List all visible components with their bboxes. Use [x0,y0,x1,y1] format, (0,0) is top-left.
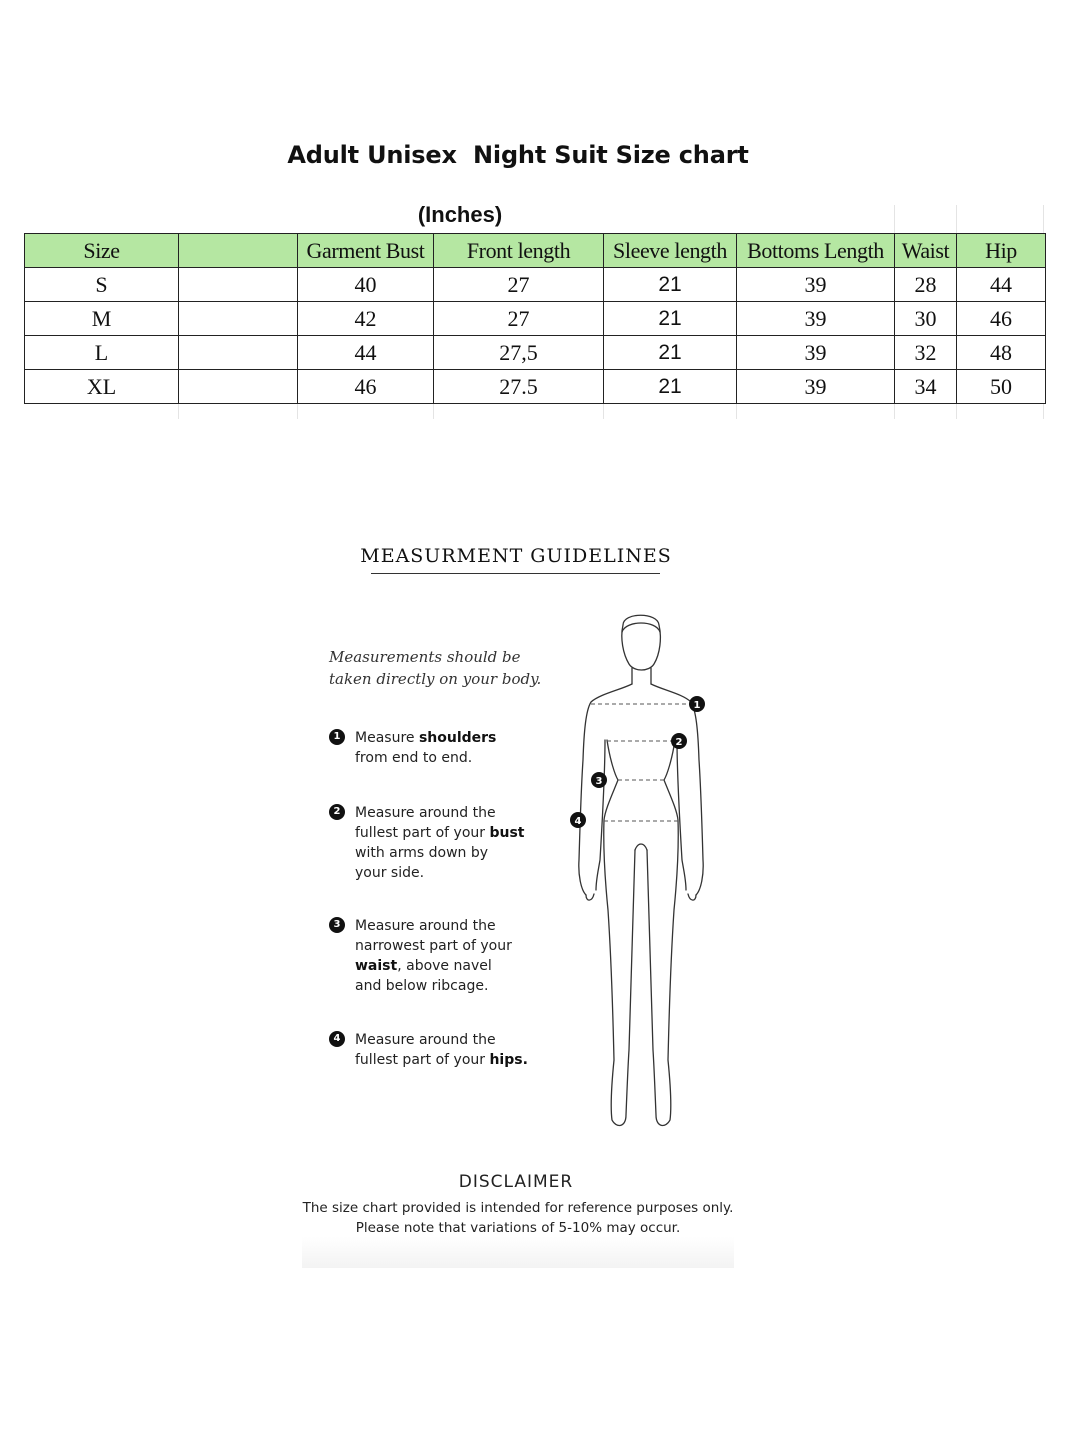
header-size: Size [25,234,179,268]
cell-hip: 46 [957,302,1046,336]
cell-front-length: 27.5 [434,370,604,404]
table-header-row [25,234,1046,268]
header-front-length: Front length [434,234,604,268]
cell-front-length: 27,5 [434,336,604,370]
marker-4-label: 4 [574,816,582,827]
step-text-part: Measure around the [355,1032,496,1048]
grid-line [956,403,957,419]
cell-empty [179,370,298,404]
step-text-bold: hips. [489,1052,528,1068]
cell-waist: 28 [895,268,957,302]
intro-line: taken directly on your body. [329,670,542,688]
marker-1-label: 1 [693,700,701,711]
step-text-bold: waist [355,958,398,974]
cell-hip: 50 [957,370,1046,404]
cell-empty [179,268,298,302]
cell-garment-bust: 40 [298,268,434,302]
cell-size: S [25,268,179,302]
cell-hip: 48 [957,336,1046,370]
page-title: Adult Unisex Night Suit Size chart [287,141,749,169]
cell-bottoms-length: 39 [737,302,895,336]
step-text-part: Measure [355,730,419,746]
grid-line [894,205,895,233]
disclaimer-title: DISCLAIMER [458,1172,574,1192]
grid-line [178,403,179,419]
cell-front-length: 27 [434,302,604,336]
step-text-part: Measure around the [355,918,496,934]
body-figure-icon [560,610,720,1135]
step-text-part: fullest part of your [355,825,490,841]
guidelines-underline [371,573,660,574]
step-text-bold: bust [489,825,525,841]
cell-garment-bust: 46 [298,370,434,404]
step-text [355,728,565,768]
disclaimer-line: Please note that variations of 5-10% may occur. [355,1220,681,1236]
cell-bottoms-length: 39 [737,268,895,302]
cell-size: XL [25,370,179,404]
cell-size: M [25,302,179,336]
step-number-icon: 2 [329,804,345,820]
cell-waist: 34 [895,370,957,404]
grid-line [894,403,895,419]
grid-line [297,403,298,419]
header-empty [179,234,298,268]
cell-waist: 32 [895,336,957,370]
header-waist: Waist [895,234,957,268]
table-row [25,302,1046,336]
step-text-part: from end to end. [355,750,473,766]
grid-line [1043,403,1044,419]
cell-sleeve-length: 21 [604,268,737,302]
cell-empty [179,336,298,370]
step-number-icon: 3 [329,917,345,933]
cell-sleeve-length: 21 [604,302,737,336]
cell-empty [179,302,298,336]
cell-bottoms-length: 39 [737,370,895,404]
step-text-part: , above navel [397,958,492,974]
cell-sleeve-length: 21 [604,370,737,404]
guidelines-title: MEASURMENT GUIDELINES [360,545,672,567]
step-text [355,916,565,996]
cell-garment-bust: 42 [298,302,434,336]
step-text-part: Measure around the [355,805,496,821]
marker-2-label: 2 [675,737,683,748]
cell-sleeve-length: 21 [604,336,737,370]
intro-line: Measurements should be [329,648,521,666]
table-row [25,268,1046,302]
header-hip: Hip [957,234,1046,268]
disclaimer-box [302,1198,734,1268]
header-sleeve-length: Sleeve length [604,234,737,268]
step-text [355,1030,565,1070]
cell-front-length: 27 [434,268,604,302]
step-text-part: with arms down by [355,845,489,861]
cell-waist: 30 [895,302,957,336]
guidelines-intro [329,646,569,690]
grid-line [603,403,604,419]
size-chart-table [24,233,1046,404]
step-text-part: narrowest part of your [355,938,512,954]
header-bottoms-length: Bottoms Length [737,234,895,268]
grid-line [1043,205,1044,233]
table-row [25,370,1046,404]
step-text-part: your side. [355,865,425,881]
grid-line [736,403,737,419]
step-text-bold: shoulders [418,730,497,746]
header-garment-bust: Garment Bust [298,234,434,268]
grid-line [956,205,957,233]
cell-bottoms-length: 39 [737,336,895,370]
cell-garment-bust: 44 [298,336,434,370]
step-text-part: and below ribcage. [355,978,489,994]
disclaimer-line: The size chart provided is intended for reference purposes only. [302,1200,734,1216]
step-number-icon: 4 [329,1031,345,1047]
step-text [355,803,565,883]
table-row [25,336,1046,370]
unit-label: (Inches) [417,202,503,227]
cell-hip: 44 [957,268,1046,302]
marker-3-label: 3 [595,776,603,787]
step-text-part: fullest part of your [355,1052,490,1068]
step-number-icon: 1 [329,729,345,745]
cell-size: L [25,336,179,370]
grid-line [433,403,434,419]
